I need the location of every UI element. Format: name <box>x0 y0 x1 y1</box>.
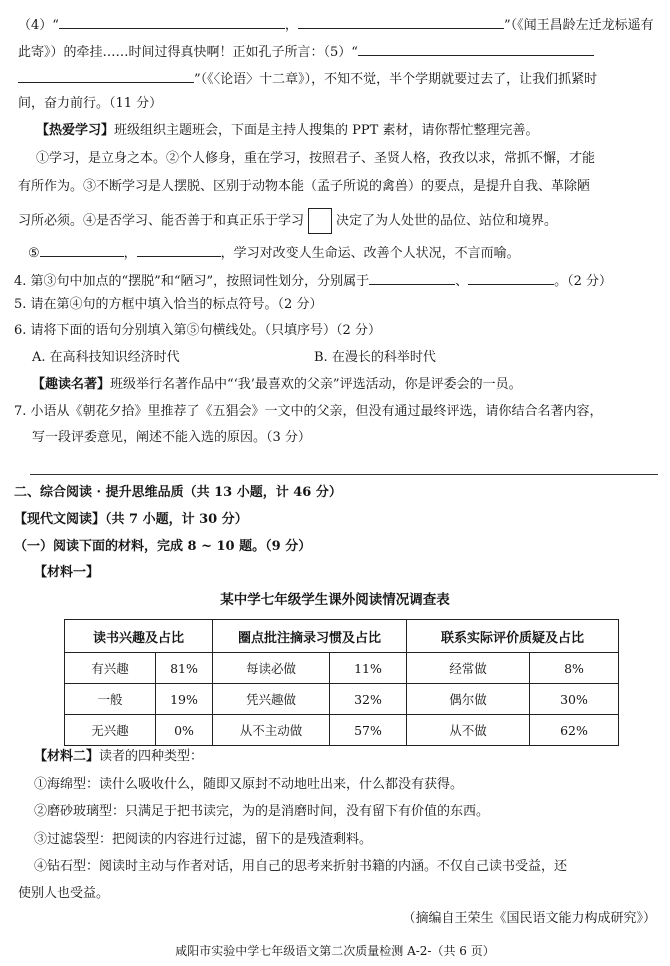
table-cell: 一般 <box>65 684 156 715</box>
ppt-line-1: ①学习，是立身之本。②个人修身，重在学习，按照君子、圣贤人格，孜孜以求，常抓不懈，才能 <box>36 151 596 166</box>
material-1-label: 【材料一】 <box>34 565 100 580</box>
material-source: （摘编自王荣生《国民语文能力构成研究》） <box>402 911 656 926</box>
answer-blank[interactable] <box>369 270 455 285</box>
answer-blank[interactable] <box>18 68 194 83</box>
survey-table <box>64 619 619 746</box>
answer-blank[interactable] <box>468 270 554 285</box>
table-cell: 11% <box>330 653 407 684</box>
table-title: 某中学七年级学生课外阅读情况调查表 <box>220 592 450 608</box>
question-7-cont: 写一段评委意见，阐述不能入选的原因。（3 分） <box>32 430 311 445</box>
table-header: 联系实际评价质疑及占比 <box>407 620 619 653</box>
table-header: 圈点批注摘录习惯及占比 <box>213 620 407 653</box>
question-6: 6. 请将下面的语句分别填入第⑤句横线处。（只填序号）（2 分） <box>14 323 381 338</box>
reader-type-3: ③过滤袋型：把阅读的内容进行过滤，留下的是残渣剩料。 <box>34 832 373 847</box>
answer-blank[interactable] <box>358 41 594 56</box>
table-cell: 凭兴趣做 <box>213 684 330 715</box>
table-row <box>65 715 619 746</box>
reader-type-4: ④钻石型：阅读时主动与作者对话，用自己的思考来折射书籍的内涵。不仅自己读书受益，还 <box>34 859 568 874</box>
section-divider <box>30 474 658 475</box>
table-row <box>65 653 619 684</box>
option-a: A. 在高科技知识经济时代 <box>32 350 180 365</box>
table-cell: 62% <box>530 715 619 746</box>
table-cell: 30% <box>530 684 619 715</box>
reader-type-1: ①海绵型：读什么吸收什么，随即又原封不动地吐出来，什么都没有获得。 <box>34 777 464 792</box>
table-cell: 32% <box>330 684 407 715</box>
table-cell: 从不主动做 <box>213 715 330 746</box>
answer-blank[interactable] <box>137 242 221 257</box>
q5-line-end: 间，奋力前行。（11 分） <box>18 96 163 111</box>
table-cell: 8% <box>530 653 619 684</box>
table-row <box>65 684 619 715</box>
table-cell: 81% <box>156 653 213 684</box>
q4-line-2: 此寄》）的牵挂……时间过得真快啊！正如孔子所言：（5）“ <box>18 41 594 62</box>
table-cell: 经常做 <box>407 653 530 684</box>
table-cell: 偶尔做 <box>407 684 530 715</box>
ppt-line-4: ⑤ ， ，学习对改变人生命运、改善个人状况，不言而喻。 <box>28 242 520 263</box>
ppt-line-2: 有所作为。③不断学习是人摆脱、区别于动物本能（孟子所说的禽兽）的要点，是提升自我、革除陋 <box>18 179 591 194</box>
reader-type-4-cont: 使别人也受益。 <box>18 886 110 901</box>
table-header: 读书兴趣及占比 <box>65 620 213 653</box>
reader-type-2: ②磨砂玻璃型：只满足于把书读完，为的是消磨时间，没有留下有价值的东西。 <box>34 804 490 819</box>
table-cell: 每读必做 <box>213 653 330 684</box>
table-cell: 有兴趣 <box>65 653 156 684</box>
table-cell: 19% <box>156 684 213 715</box>
ppt-line-3: 习所必须。④是否学习、能否善于和真正乐于学习 决定了为人处世的品位、站位和境界。 <box>18 208 557 234</box>
modern-reading-heading: 【现代文阅读】（共 7 小题，计 30 分） <box>14 512 248 527</box>
question-7: 7. 小语从《朝花夕拾》里推荐了《五猖会》一文中的父亲，但没有通过最终评选，请你结合名著内容， <box>14 404 603 419</box>
hot-study-intro: 【热爱学习】班级组织主题班会，下面是主持人搜集的 PPT 素材，请你帮忙整理完善。 <box>36 123 539 138</box>
page-footer: 咸阳市实验中学七年级语文第二次质量检测 A-2-（共 6 页） <box>175 944 495 958</box>
question-5: 5. 请在第④句的方框中填入恰当的标点符号。（2 分） <box>14 297 323 312</box>
table-cell: 从不做 <box>407 715 530 746</box>
option-b: B. 在漫长的科举时代 <box>314 350 436 365</box>
punctuation-box[interactable] <box>308 208 332 234</box>
question-4: 4. 第③句中加点的“摆脱”和“陋习”，按照词性划分，分别属于 、 。（2 分） <box>14 270 612 291</box>
material-2-intro: 【材料二】读者的四种类型： <box>34 749 204 764</box>
answer-blank[interactable] <box>59 14 285 29</box>
table-cell: 0% <box>156 715 213 746</box>
table-header-row <box>65 620 619 653</box>
table-cell: 无兴趣 <box>65 715 156 746</box>
answer-blank[interactable] <box>298 14 504 29</box>
q4-line: （4）“ ， ”（《闻王昌龄左迁龙标遥有 <box>18 14 654 35</box>
table-cell: 57% <box>330 715 407 746</box>
section-2-heading: 二、综合阅读 · 提升思维品质（共 13 小题，计 46 分） <box>14 485 342 500</box>
fun-reading-intro: 【趣读名著】班级举行名著作品中“‘我’最喜欢的父亲”评选活动，你是评委会的一员。 <box>32 377 522 392</box>
subsection-heading: （一）阅读下面的材料，完成 8 ~ 10 题。（9 分） <box>14 539 312 554</box>
q5-line: ”（《〈论语〉十二章》），不知不觉，半个学期就要过去了，让我们抓紧时 <box>18 68 597 89</box>
answer-blank[interactable] <box>40 242 124 257</box>
